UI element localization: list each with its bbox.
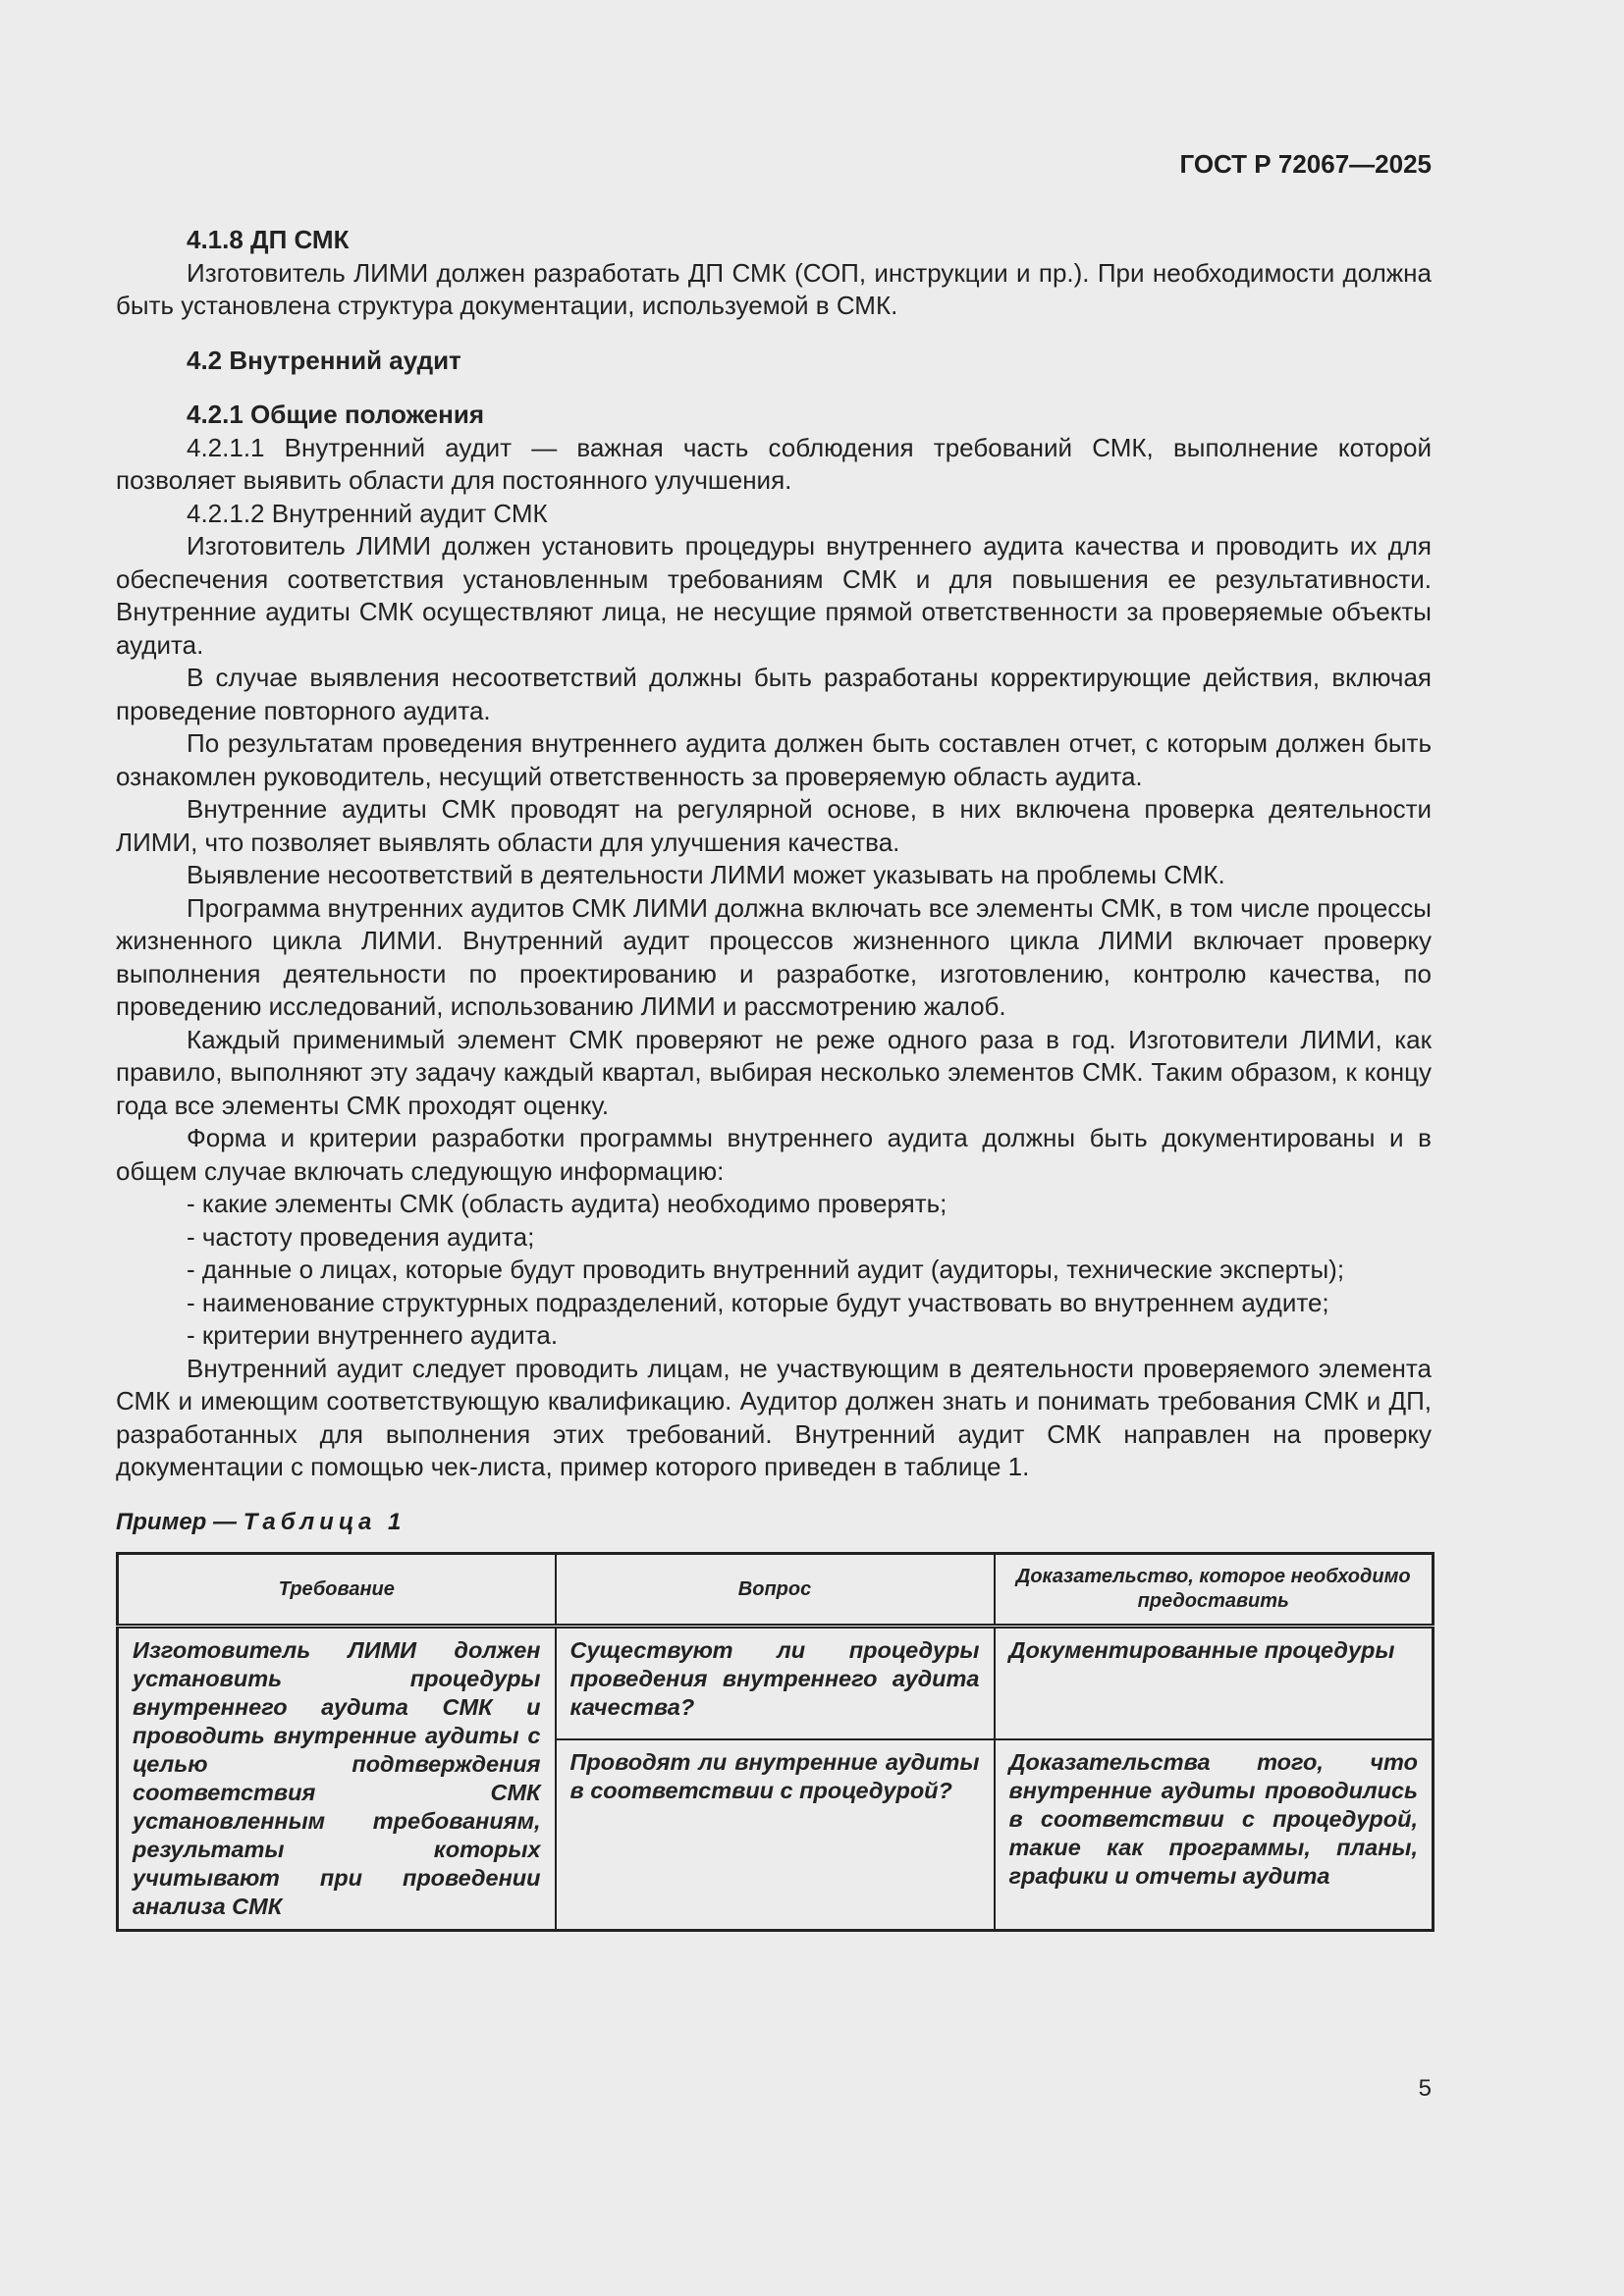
evidence-cell: Документированные процедуры — [995, 1627, 1434, 1740]
paragraph: Внутренние аудиты СМК проводят на регулярной основе, в них включена проверка деятельности ЛИМИ, что позволяет выявлять области для улучшения качества. — [116, 794, 1432, 857]
question-cell: Существуют ли процедуры проведения внутреннего аудита качества? — [556, 1627, 995, 1740]
table-caption — [116, 1506, 1432, 1539]
list-item: - данные о лицах, которые будут проводить внутренний аудит (аудиторы, технические эксперты); — [187, 1255, 1345, 1284]
column-header-evidence: Доказательство, которое необходимо предоставить — [995, 1554, 1434, 1627]
column-header-question: Вопрос — [556, 1554, 995, 1627]
document-code: ГОСТ Р 72067—2025 — [1179, 149, 1432, 179]
list-item: - какие элементы СМК (область аудита) необходимо проверять; — [187, 1189, 947, 1218]
paragraph: Форма и критерии разработки программы внутреннего аудита должны быть документированы и в общем случае включать следующую информацию: — [116, 1123, 1432, 1186]
section-4-1-8-title: 4.1.8 ДП СМК — [187, 225, 350, 254]
list-item: - частоту проведения аудита; — [187, 1221, 535, 1252]
table-header-row — [118, 1554, 1434, 1627]
paragraph: Внутренний аудит следует проводить лицам, не участвующим в деятельности проверяемого элемента СМК и имеющим соответствующую квалификацию. Аудитор должен знать и понимать требования СМК и ДП, разработанных для выполнения этих требований. Внутренний аудит СМК направлен на проверку документации с помощью чек-листа, пример которого приведен в таблице 1. — [116, 1353, 1432, 1481]
document-body — [116, 224, 1432, 1932]
table-row — [118, 1627, 1434, 1740]
paragraph: В случае выявления несоответствий должны быть разработаны корректирующие действия, включая проведение повторного аудита. — [116, 663, 1432, 725]
evidence-cell: Доказательства того, что внутренние аудиты проводились в соответствии с процедурой, такие как программы, планы, графики и отчеты аудита — [995, 1739, 1434, 1931]
table-caption-prefix: Пример — — [116, 1508, 244, 1535]
paragraph: 4.2.1.1 Внутренний аудит — важная часть соблюдения требований СМК, выполнение которой позволяет выявить области для постоянного улучшения. — [116, 432, 1432, 495]
paragraph: Выявление несоответствий в деятельности ЛИМИ может указывать на проблемы СМК. — [187, 860, 1225, 889]
checklist-table — [116, 1552, 1435, 1932]
column-header-requirement: Требование — [118, 1554, 556, 1627]
paragraph: По результатам проведения внутреннего аудита должен быть составлен отчет, с которым должен быть ознакомлен руководитель, несущий ответственность за проверяемую область аудита. — [116, 728, 1432, 791]
paragraph: Изготовитель ЛИМИ должен установить процедуры внутреннего аудита качества и проводить их для обеспечения соответствия установленным требованиям СМК и для повышения ее результативности. Внутренние аудиты СМК осуществляют лица, не несущие прямой ответственности за проверяемые объекты аудита. — [116, 531, 1432, 660]
paragraph: Изготовитель ЛИМИ должен разработать ДП СМК (СОП, инструкции и пр.). При необходимости должна быть установлена структура документации, используемой в СМК. — [116, 257, 1432, 320]
page-number: 5 — [1418, 2075, 1432, 2102]
section-4-2-1-title: 4.2.1 Общие положения — [187, 400, 484, 429]
question-cell: Проводят ли внутренние аудиты в соответствии с процедурой? — [556, 1739, 995, 1931]
table-caption-label: Таблица 1 — [243, 1508, 406, 1535]
list-item: - наименование структурных подразделений, которые будут участвовать во внутреннем аудите; — [187, 1287, 1329, 1317]
paragraph: Каждый применимый элемент СМК проверяют не реже одного раза в год. Изготовители ЛИМИ, как правило, выполняют эту задачу каждый квартал, выбирая несколько элементов СМК. Таким образом, к концу года все элементы СМК проходят оценку. — [116, 1024, 1432, 1120]
requirement-cell: Изготовитель ЛИМИ должен установить процедуры внутреннего аудита СМК и проводить внутренние аудиты с целью подтверждения соответствия СМК установленным требованиям, результаты которых учитывают при проведении анализа СМК — [118, 1627, 556, 1931]
list-item: - критерии внутреннего аудита. — [187, 1320, 559, 1350]
section-4-2-title: 4.2 Внутренний аудит — [187, 345, 461, 375]
paragraph: Программа внутренних аудитов СМК ЛИМИ должна включать все элементы СМК, в том числе процессы жизненного цикла ЛИМИ. Внутренний аудит процессов жизненного цикла ЛИМИ включает проверку выполнения деятельности по проектированию и разработке, изготовлению, контролю качества, по проведению исследований, использованию ЛИМИ и рассмотрению жалоб. — [116, 892, 1432, 1021]
paragraph: 4.2.1.2 Внутренний аудит СМК — [187, 498, 548, 528]
